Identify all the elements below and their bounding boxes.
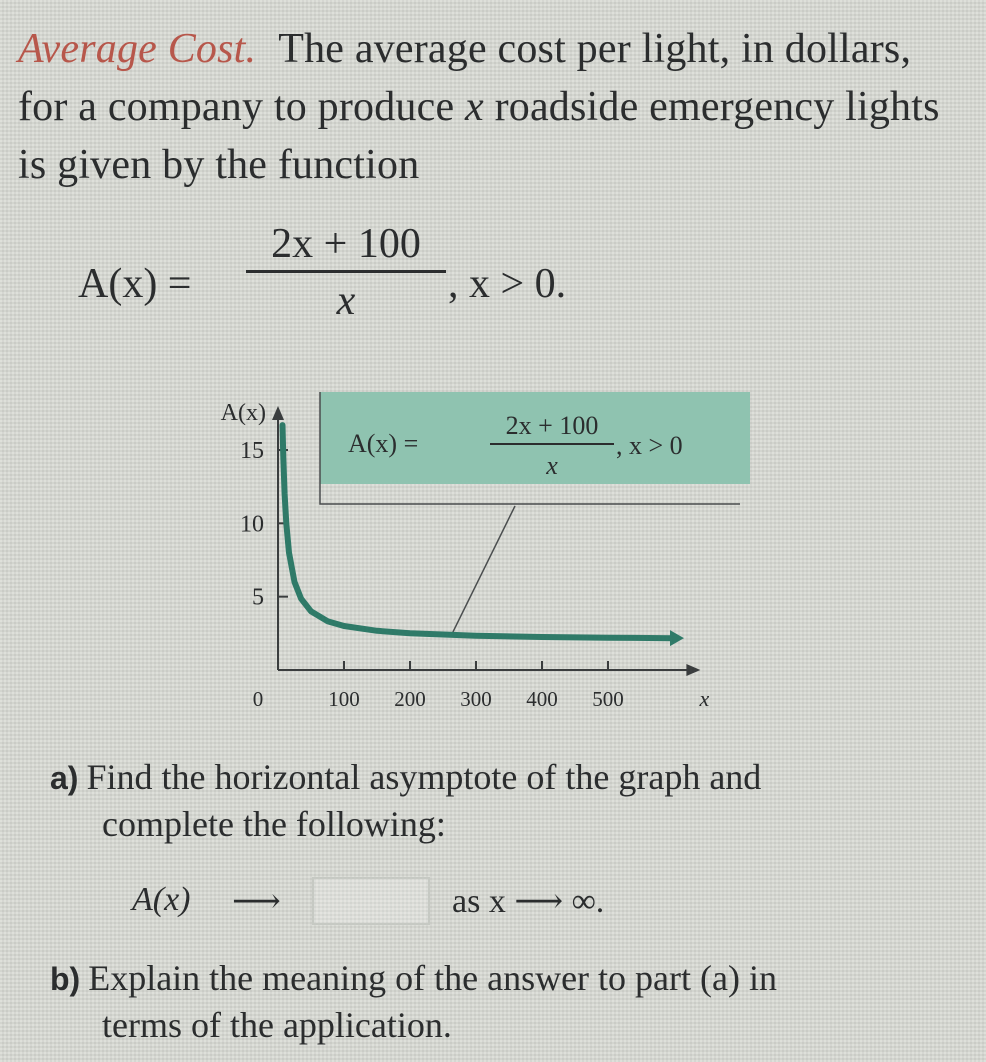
intro-text-1: The average cost per light, in dollars, for a company to produce [18, 26, 912, 130]
chart-svg [180, 370, 780, 730]
part-b-line-2: terms of the application. [102, 1005, 452, 1045]
callout-pointer [453, 506, 515, 632]
intro-variable: x [465, 84, 484, 130]
formula-denominator: x [336, 278, 356, 324]
problem-intro [18, 20, 968, 194]
callout-denominator: x [546, 451, 558, 480]
part-a-line-1: Find the horizontal asymptote of the graph and [86, 757, 762, 797]
average-cost-graph [180, 370, 780, 730]
part-b [50, 955, 950, 1048]
part-a-label: a) [50, 760, 79, 796]
y-axis-label: A(x) [220, 400, 266, 426]
x-tick-label: 0 [252, 687, 264, 711]
formula-fraction [246, 220, 446, 325]
problem-title: Average Cost. [18, 26, 257, 72]
y-tick-label: 15 [240, 438, 264, 464]
limit-rhs: as x ⟶ ∞. [452, 883, 605, 920]
limit-arrow: ⟶ [232, 883, 281, 920]
x-tick-label: 400 [526, 687, 558, 711]
part-a-line-2: complete the following: [102, 804, 446, 844]
callout-condition: , x > 0 [616, 431, 683, 460]
x-axis-label: x [699, 686, 710, 711]
curve-end-arrow [670, 630, 684, 646]
x-tick-label: 500 [592, 687, 624, 711]
part-b-line-1: Explain the meaning of the answer to part (a) in [88, 958, 777, 998]
intro-text-2: roadside emergency lights is given by the function [18, 84, 940, 188]
formula-condition: , x > 0. [448, 261, 567, 307]
y-axis-arrow [272, 406, 284, 420]
x-tick-label: 200 [394, 687, 426, 711]
formula-lhs: A(x) = [78, 261, 192, 307]
y-tick-label: 5 [252, 584, 264, 611]
part-b-label: b) [50, 961, 81, 997]
part-a [50, 754, 950, 847]
callout-numerator: 2x + 100 [505, 411, 599, 440]
x-axis-arrow [686, 664, 700, 676]
callout-lhs: A(x) = [348, 429, 419, 458]
y-tick-label: 10 [240, 511, 264, 538]
formula-numerator: 2x + 100 [246, 220, 446, 273]
x-tick-label: 100 [328, 687, 360, 711]
limit-lhs: A(x) [132, 881, 191, 918]
answer-input-box[interactable] [312, 877, 430, 925]
x-tick-label: 300 [460, 687, 492, 711]
